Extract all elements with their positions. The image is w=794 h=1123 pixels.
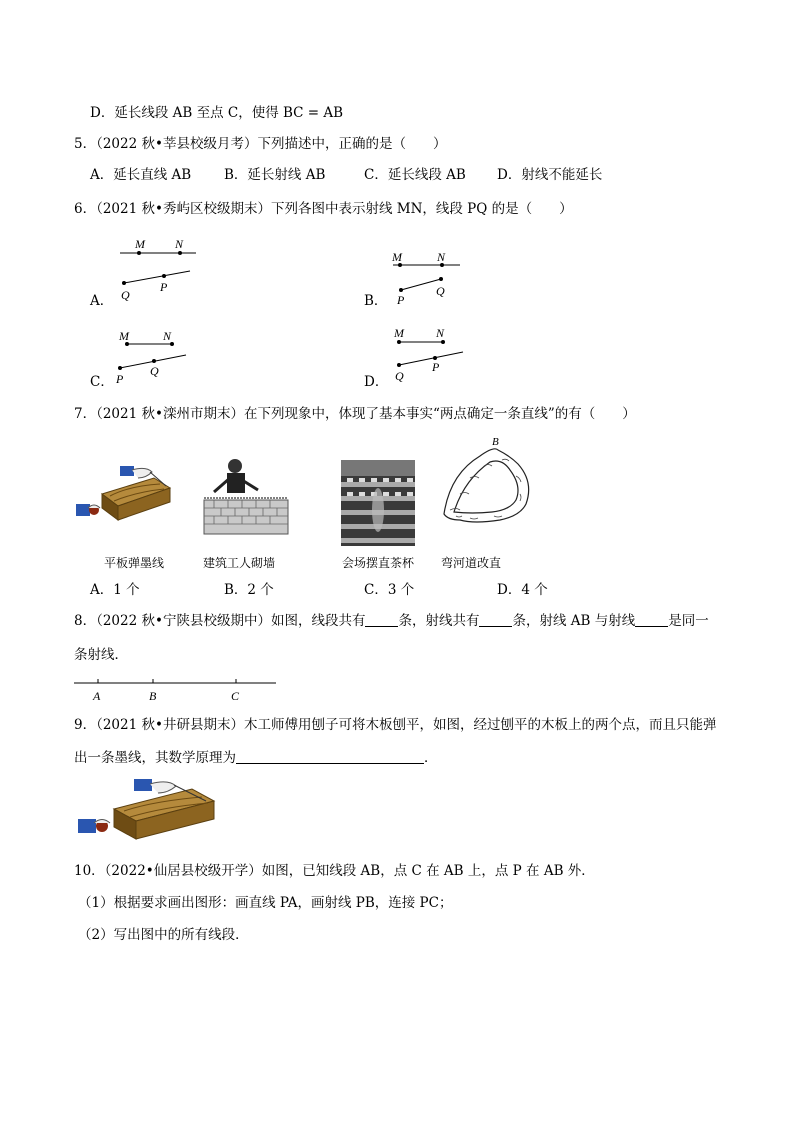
q8-point-a: A — [93, 689, 101, 703]
q8-point-b: B — [149, 689, 157, 703]
q8-point-c: C — [231, 689, 240, 703]
q6b-label-n: N — [437, 250, 446, 264]
q7-image-winding-river — [440, 434, 540, 546]
q8-text-d: 是同一 — [668, 613, 709, 629]
q7-option-d: D．4 个 — [497, 582, 548, 598]
q5-option-b: B．延长射线 AB — [224, 167, 326, 183]
q7-image-conference-cups — [341, 460, 415, 546]
q6b-label-p: P — [397, 293, 405, 307]
q7-option-b: B．2 个 — [224, 582, 274, 598]
q9-image-board-ink-line — [74, 775, 222, 841]
q6-option-a-label: A． — [90, 293, 114, 309]
q6b-label-q: Q — [436, 284, 445, 298]
q6d-label-q: Q — [395, 369, 404, 383]
q6-figure-b — [385, 246, 475, 306]
q6d-label-p: P — [432, 360, 440, 374]
q8-text-c: 条，射线 AB 与射线 — [512, 613, 636, 629]
q6c-label-m: M — [119, 329, 129, 343]
q8-figure-line — [74, 672, 280, 704]
q7-caption-1: 平板弹墨线 — [104, 556, 165, 570]
q9-text: 出一条墨线，其数学原理为 — [74, 750, 236, 766]
q8-blank-rays[interactable] — [479, 612, 512, 627]
q10-part1: （1）根据要求画出图形：画直线 PA，画射线 PB，连接 PC； — [78, 895, 453, 911]
q10-stem: 10．（2022•仙居县校级开学）如图，已知线段 AB，点 C 在 AB 上，点 P 在 AB 外． — [74, 863, 595, 879]
q6a-label-q: Q — [121, 288, 130, 302]
q7-image-bricklayer — [202, 458, 292, 534]
q6-figure-c — [110, 326, 200, 388]
q9-line2 — [74, 749, 438, 767]
q7-caption-3: 会场摆直茶杯 — [342, 556, 415, 570]
q9-blank-principle[interactable] — [236, 749, 424, 764]
q5-option-c: C．延长线段 AB — [364, 167, 466, 183]
q6b-label-m: M — [392, 250, 402, 264]
q6-stem: 6．（2021 秋•秀屿区校级期末）下列各图中表示射线 MN，线段 PQ 的是（ ） — [74, 201, 573, 217]
q7-image-board-ink-line — [74, 456, 174, 532]
q7-stem: 7．（2021 秋•滦州市期末）在下列现象中，体现了基本事实“两点确定一条直线”的有（ ） — [74, 406, 636, 422]
q6a-label-m: M — [135, 237, 145, 251]
q8-text-a: 8．（2022 秋•宁陕县校级期中）如图，线段共有 — [74, 613, 366, 629]
q10-part2: （2）写出图中的所有线段． — [78, 927, 249, 943]
q8-text-b: 条，射线共有 — [398, 613, 480, 629]
q6a-label-p: P — [160, 280, 168, 294]
q7-caption-2: 建筑工人砌墙 — [203, 556, 276, 570]
q6d-label-m: M — [394, 326, 404, 340]
q8-blank-segments[interactable] — [365, 612, 398, 627]
q6-option-d-label: D． — [364, 374, 389, 390]
q7-option-c: C．3 个 — [364, 582, 415, 598]
q7-river-label-b: B — [492, 436, 499, 448]
q6a-label-n: N — [175, 237, 184, 251]
q9-end: ． — [424, 750, 438, 766]
q6c-label-n: N — [163, 329, 172, 343]
q6-figure-d — [385, 324, 475, 388]
q8-line1 — [74, 612, 709, 630]
q5-option-a: A．延长直线 AB — [90, 167, 192, 183]
q6d-label-n: N — [436, 326, 445, 340]
q7-caption-4: 弯河道改直 — [441, 556, 502, 570]
q6c-label-p: P — [116, 372, 124, 386]
q4-option-d: D．延长线段 AB 至点 C，使得 BC = AB — [90, 105, 344, 121]
q6-option-b-label: B． — [364, 293, 388, 309]
q5-option-d: D．射线不能延长 — [497, 167, 603, 183]
q9-line1: 9．（2021 秋•井研县期末）木工师傅用刨子可将木板刨平，如图，经过刨平的木板上的两个点，而且只能弹 — [74, 717, 717, 733]
q8-line2: 条射线． — [74, 647, 128, 663]
q6-option-c-label: C． — [90, 374, 114, 390]
q6c-label-q: Q — [150, 364, 159, 378]
q8-blank-same-ray[interactable] — [635, 612, 668, 627]
q5-stem: 5．（2022 秋•莘县校级月考）下列描述中，正确的是（ ） — [74, 136, 447, 152]
q7-option-a: A．1 个 — [90, 582, 140, 598]
q6-figure-a — [110, 234, 210, 306]
